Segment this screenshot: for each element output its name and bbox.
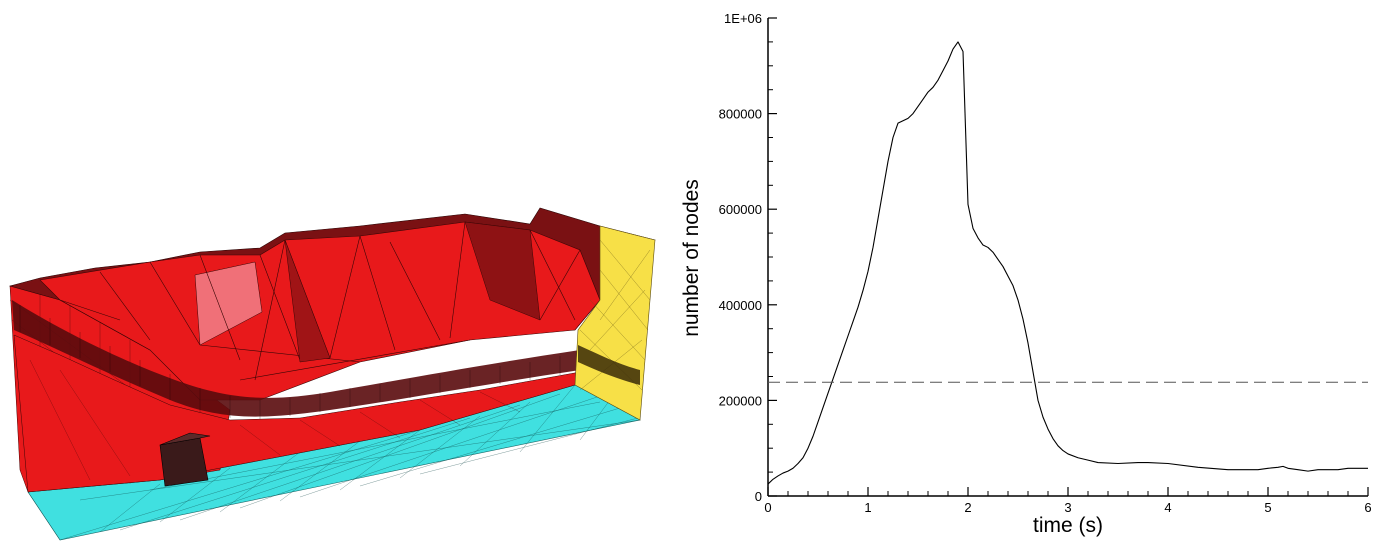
x-tick-label: 0 xyxy=(764,500,772,515)
y-tick-label: 400000 xyxy=(718,297,762,313)
x-tick-label: 6 xyxy=(1364,500,1372,515)
x-tick-label: 2 xyxy=(964,500,972,515)
x-tick-label: 5 xyxy=(1264,500,1272,515)
x-tick-label: 4 xyxy=(1164,500,1172,515)
series-line-nodes xyxy=(768,42,1368,484)
chart-ticks xyxy=(719,11,1372,515)
y-axis-title: number of nodes xyxy=(680,179,703,337)
y-tick-label: 1E+06 xyxy=(724,11,762,26)
chart-axes xyxy=(768,18,1368,496)
x-tick-label: 3 xyxy=(1064,500,1072,515)
y-tick-label: 200000 xyxy=(718,393,762,409)
mesh-obstacle-front xyxy=(160,438,208,486)
x-tick-label: 1 xyxy=(864,500,872,515)
chart xyxy=(680,11,1372,537)
mesh-render-image xyxy=(10,208,655,540)
y-tick-label: 800000 xyxy=(718,106,762,122)
x-axis-title: time (s) xyxy=(1033,514,1103,537)
chart-series-layer xyxy=(768,42,1368,484)
y-tick-label: 0 xyxy=(754,489,762,504)
y-tick-label: 600000 xyxy=(718,202,762,218)
